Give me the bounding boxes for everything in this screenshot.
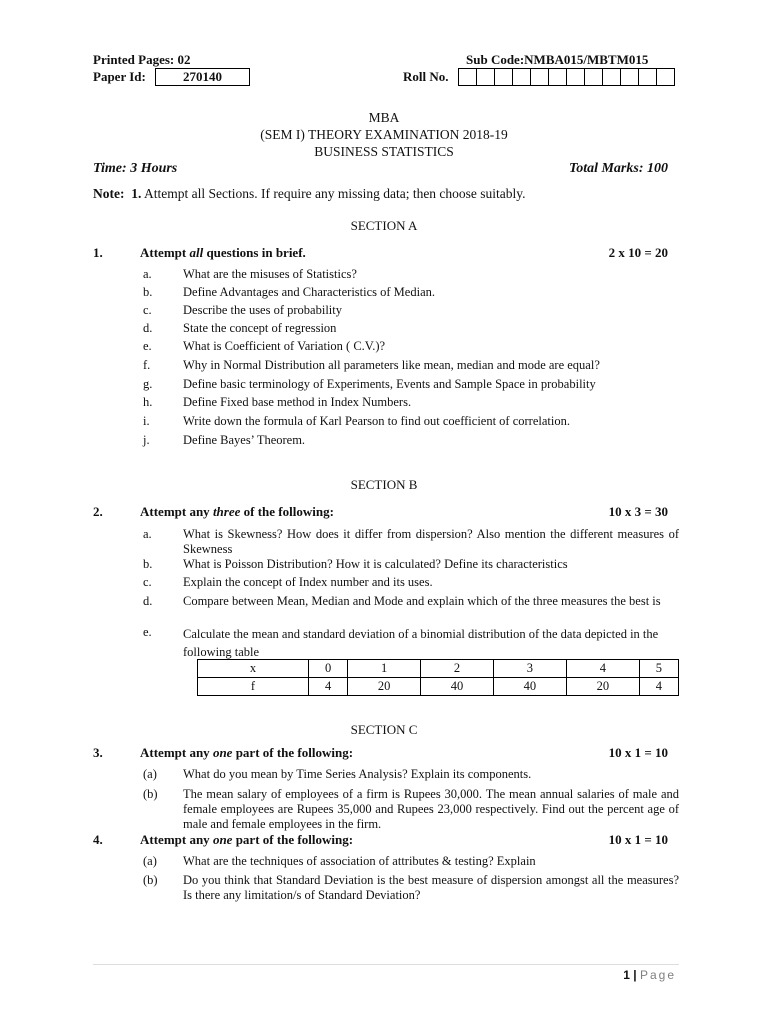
question-marks: 10 x 1 = 10 xyxy=(608,745,668,760)
program-title: MBA xyxy=(368,110,400,125)
list-item: What do you mean by Time Series Analysis? Explain its components. xyxy=(183,767,532,781)
footer-divider xyxy=(93,964,679,965)
item-label: b. xyxy=(143,557,153,571)
table-cell: 5 xyxy=(639,660,678,678)
list-item: Define Fixed base method in Index Numbers. xyxy=(183,395,412,409)
item-label: c. xyxy=(143,575,152,589)
table-cell: 4 xyxy=(639,678,678,696)
list-item: Define Advantages and Characteristics of Median. xyxy=(183,285,435,299)
list-item: Write down the formula of Karl Pearson to find out coefficient of correlation. xyxy=(183,414,570,428)
item-label: d. xyxy=(143,321,153,335)
table-cell: 40 xyxy=(493,678,566,696)
note xyxy=(93,186,526,202)
table-cell: x xyxy=(198,660,309,678)
subject-title: BUSINESS STATISTICS xyxy=(314,144,454,159)
item-label: f. xyxy=(143,358,151,372)
question-number: 2. xyxy=(93,504,103,519)
question-number: 1. xyxy=(93,245,103,260)
question-marks: 2 x 10 = 20 xyxy=(608,245,668,260)
roll-no-boxes xyxy=(458,68,675,84)
time-allowed: Time: 3 Hours xyxy=(93,161,178,176)
question-heading: Attempt any one part of the following: xyxy=(140,832,354,847)
item-label: b. xyxy=(143,285,153,299)
item-label: a. xyxy=(143,527,152,541)
list-item: Explain the concept of Index number and its uses. xyxy=(183,575,433,589)
question-number: 3. xyxy=(93,745,103,760)
item-label: (b) xyxy=(143,873,158,887)
item-label: (a) xyxy=(143,767,157,781)
page-word: Page xyxy=(639,968,676,982)
table-cell: 1 xyxy=(348,660,421,678)
table-cell: 4 xyxy=(309,678,348,696)
item-label: (a) xyxy=(143,854,157,868)
table-cell: 3 xyxy=(493,660,566,678)
list-item: Do you think that Standard Deviation is the best measure of dispersion amongst all the measures? Is there any limitation/s of Standard Deviation? xyxy=(183,873,679,902)
table-cell: 0 xyxy=(309,660,348,678)
item-label: (b) xyxy=(143,787,158,801)
item-label: e. xyxy=(143,625,152,639)
section-b-title: SECTION B xyxy=(350,477,418,492)
table-cell: f xyxy=(198,678,309,696)
list-item: Why in Normal Distribution all parameters like mean, median and mode are equal? xyxy=(183,358,600,372)
paper-id-value: 270140 xyxy=(155,68,250,86)
question-number: 4. xyxy=(93,832,103,847)
question-marks: 10 x 3 = 30 xyxy=(608,504,668,519)
table-cell: 2 xyxy=(421,660,494,678)
question-heading: Attempt all questions in brief. xyxy=(140,245,306,260)
list-item: The mean salary of employees of a firm is Rupees 30,000. The mean annual salaries of male and female employees are Rupees 35,000 and Rupees 23,000 respectively. Find out the percent age of male and female employees in the firm. xyxy=(183,787,679,831)
section-c-title: SECTION C xyxy=(350,722,418,737)
list-item: What is Poisson Distribution? How it is calculated? Define its characteristics xyxy=(183,557,568,571)
question-heading: Attempt any three of the following: xyxy=(140,504,334,519)
list-item: What is Skewness? How does it differ from dispersion? Also mention the different measures of Skewness xyxy=(183,527,679,556)
total-marks: Total Marks: 100 xyxy=(568,161,668,176)
list-item: Calculate the mean and standard deviation of a binomial distribution of the data depicted in the following table xyxy=(183,627,659,659)
page-footer xyxy=(623,968,676,982)
item-label: c. xyxy=(143,303,152,317)
list-item: What are the misuses of Statistics? xyxy=(183,267,357,281)
table-row xyxy=(198,678,679,696)
sub-code: Sub Code:NMBA015/MBTM015 xyxy=(466,52,649,67)
question-heading: Attempt any one part of the following: xyxy=(140,745,354,760)
list-item: What are the techniques of association of attributes & testing? Explain xyxy=(183,854,536,868)
list-item: Compare between Mean, Median and Mode and explain which of the three measures the best is xyxy=(183,594,661,608)
question-marks: 10 x 1 = 10 xyxy=(608,832,668,847)
page-number: 1 xyxy=(623,968,630,982)
table-row xyxy=(198,660,679,678)
table-cell: 20 xyxy=(348,678,421,696)
roll-no-label: Roll No. xyxy=(403,69,449,84)
item-label: g. xyxy=(143,377,153,391)
item-label: i. xyxy=(143,414,150,428)
item-label: a. xyxy=(143,267,152,281)
list-item: What is Coefficient of Variation ( C.V.)? xyxy=(183,339,386,353)
list-item: Define basic terminology of Experiments, Events and Sample Space in probability xyxy=(183,377,596,391)
exam-title: (SEM I) THEORY EXAMINATION 2018-19 xyxy=(260,127,508,142)
paper-id-label: Paper Id: xyxy=(93,69,146,84)
note-text: Attempt all Sections. If require any missing data; then choose suitably. xyxy=(144,186,526,201)
note-num: 1. xyxy=(131,186,142,201)
section-a-title: SECTION A xyxy=(350,218,418,233)
note-label: Note: xyxy=(93,186,125,201)
printed-pages: Printed Pages: 02 xyxy=(93,52,191,67)
footer-separator: | xyxy=(633,968,637,982)
list-item: Define Bayes’ Theorem. xyxy=(183,433,306,447)
binomial-data-table xyxy=(197,659,679,696)
table-cell: 4 xyxy=(566,660,639,678)
item-label: j. xyxy=(143,433,150,447)
table-cell: 20 xyxy=(566,678,639,696)
table-cell: 40 xyxy=(421,678,494,696)
list-item: Describe the uses of probability xyxy=(183,303,342,317)
list-item: State the concept of regression xyxy=(183,321,337,335)
item-label: h. xyxy=(143,395,153,409)
item-label: e. xyxy=(143,339,152,353)
item-label: d. xyxy=(143,594,153,608)
